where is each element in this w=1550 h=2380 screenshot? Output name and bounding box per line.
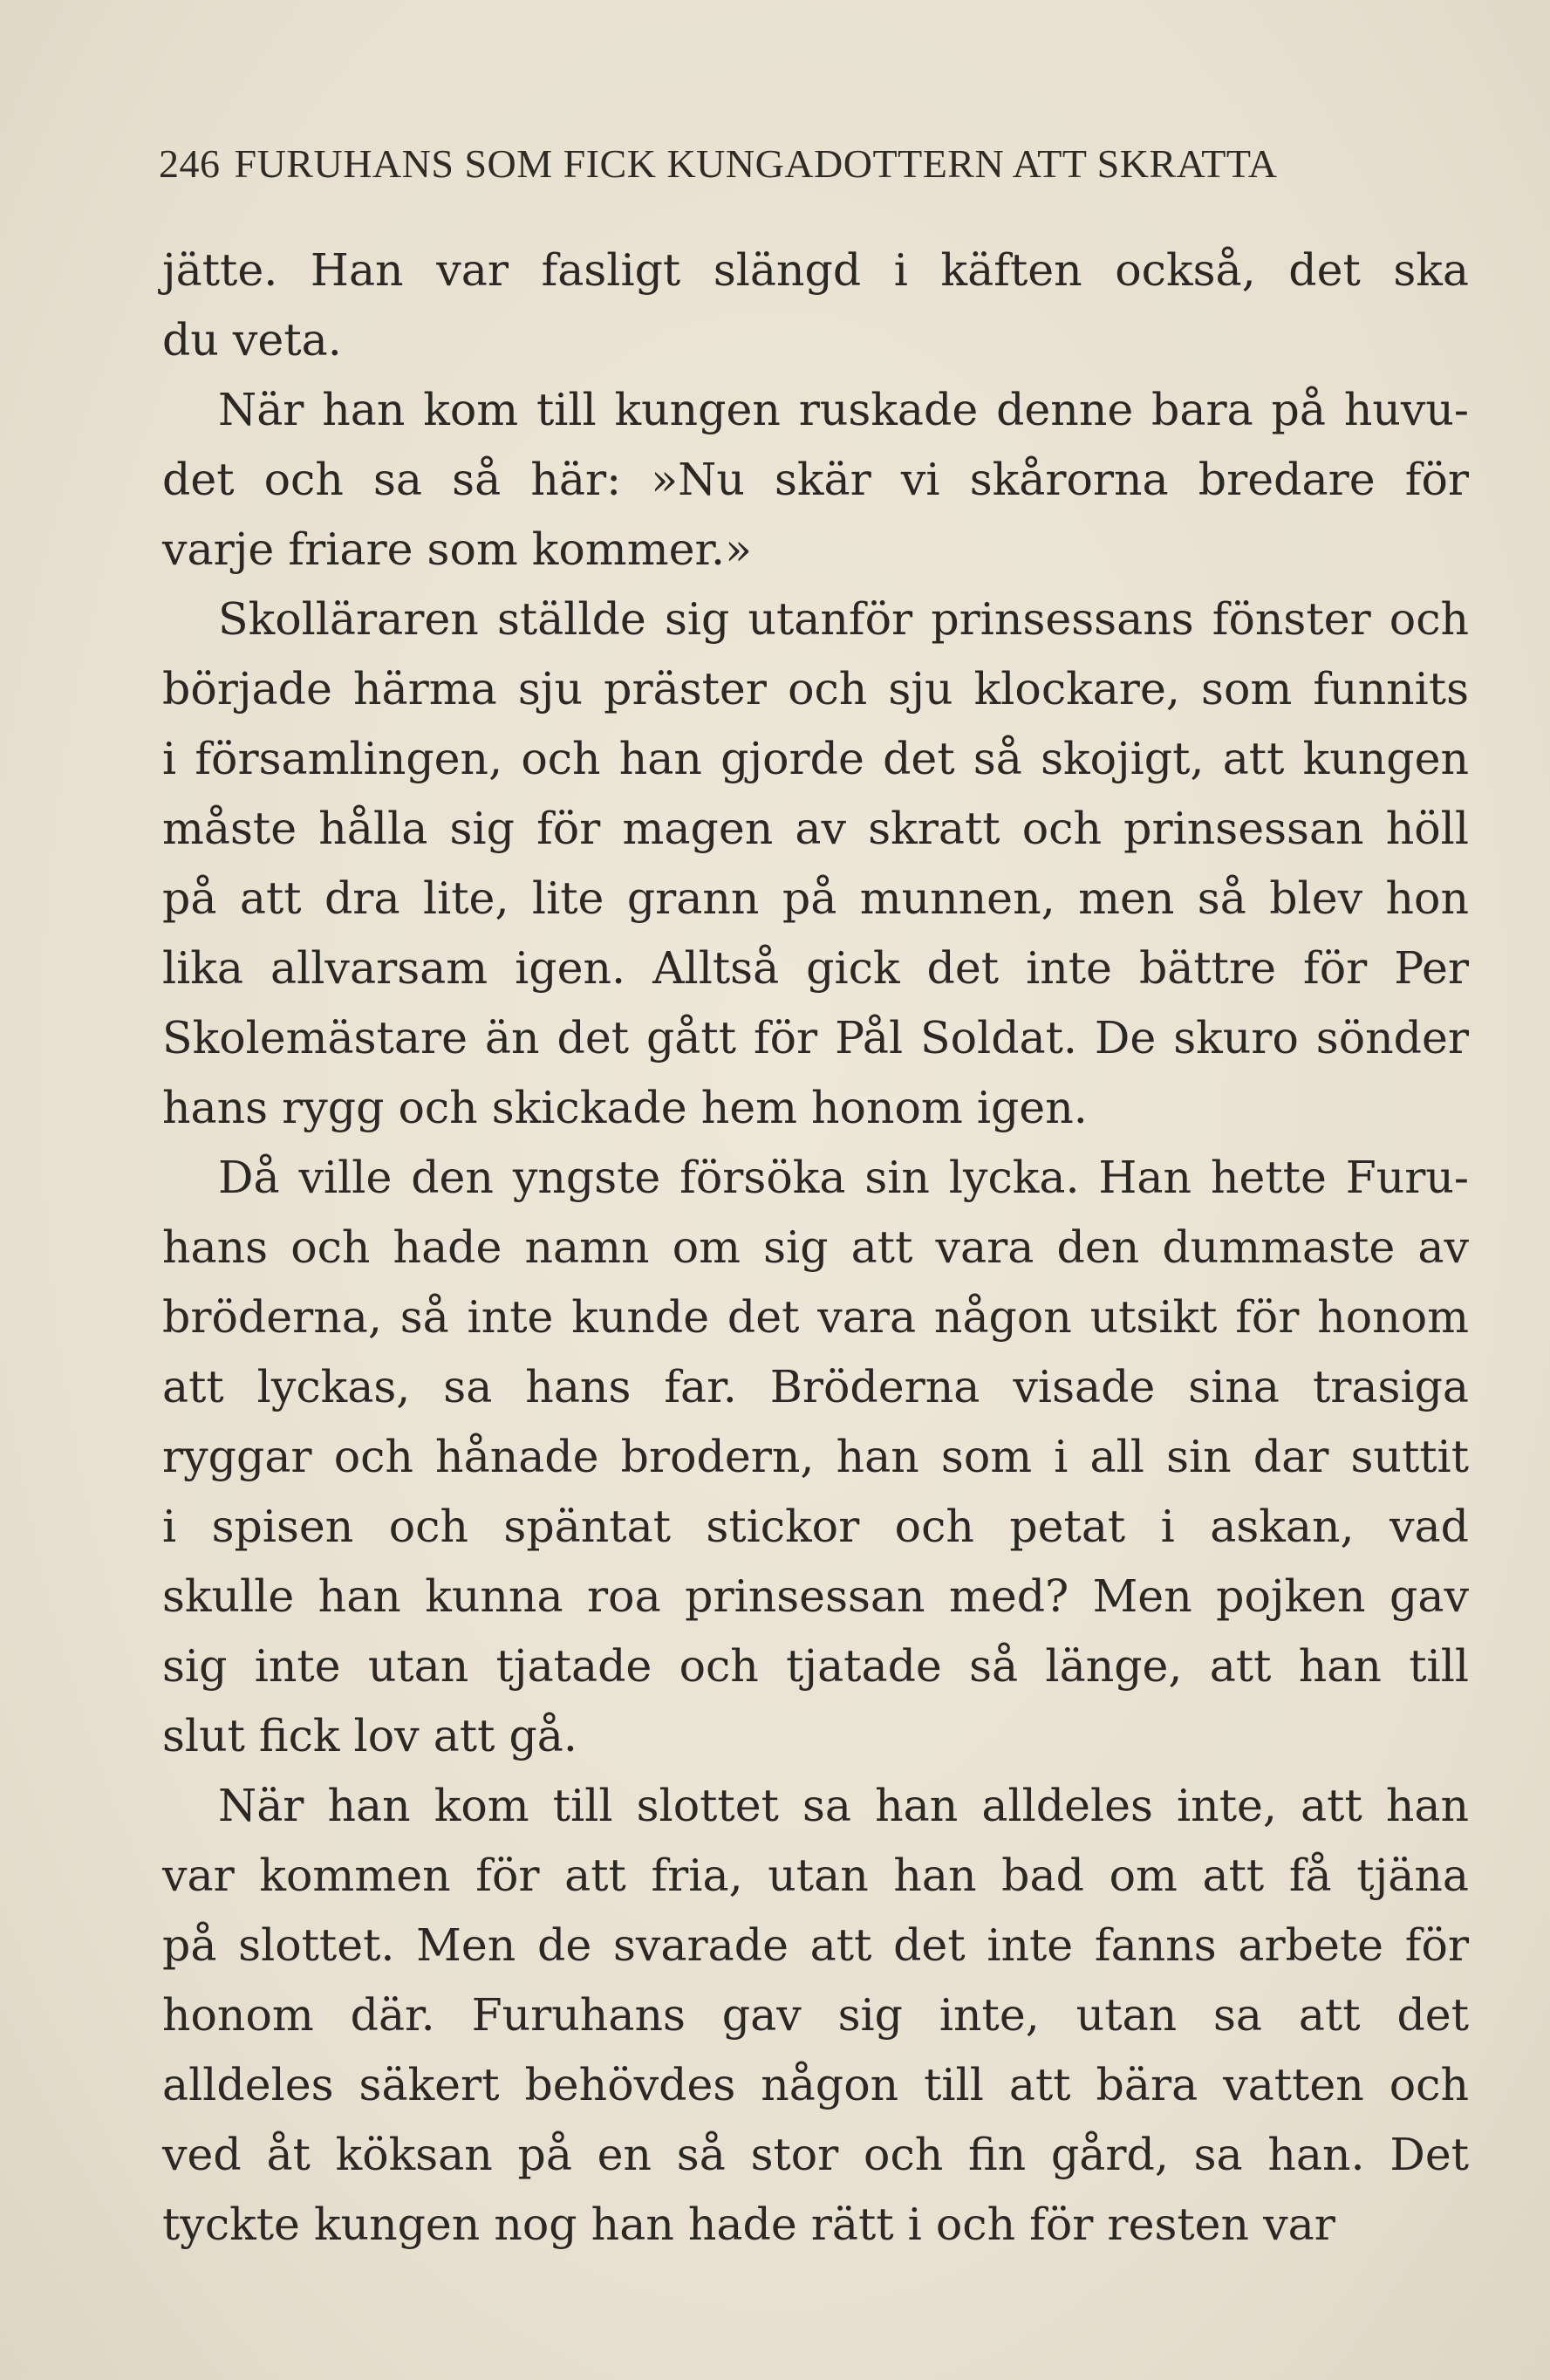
paragraph bbox=[162, 585, 1469, 1143]
text-line: Skolemästare än det gått för Pål Soldat. De skuro sönder bbox=[162, 1012, 1469, 1063]
text-line: ved åt köksan på en så stor och fin gård, sa han. Det bbox=[162, 2129, 1469, 2180]
text-line: du veta. bbox=[162, 314, 342, 366]
text-line: honom där. Furuhans gav sig inte, utan sa att det bbox=[162, 1989, 1469, 2041]
text-line: varje friare som kommer.» bbox=[162, 523, 753, 575]
text-line: alldeles säkert behövdes någon till att bära vatten och bbox=[162, 2059, 1469, 2110]
paragraph bbox=[162, 1143, 1469, 1771]
text-line: på slottet. Men de svarade att det inte fanns arbete för bbox=[162, 1919, 1469, 1971]
paragraph bbox=[162, 236, 1469, 375]
paragraph bbox=[162, 1771, 1469, 2260]
text-line: var kommen för att fria, utan han bad om att få tjäna bbox=[162, 1850, 1469, 1901]
page-number: 246 bbox=[159, 141, 221, 186]
text-line: ryggar och hånade brodern, han som i all sin dar suttit bbox=[162, 1431, 1469, 1482]
text-line: När han kom till slottet sa han alldeles inte, att han bbox=[218, 1780, 1469, 1831]
text-line: i församlingen, och han gjorde det så skojigt, att kungen bbox=[162, 733, 1469, 784]
text-line: hans och hade namn om sig att vara den dummaste av bbox=[162, 1221, 1469, 1273]
text-line: måste hålla sig för magen av skratt och prinsessan höll bbox=[162, 803, 1469, 854]
text-line: bröderna, så inte kunde det vara någon utsikt för honom bbox=[162, 1291, 1469, 1343]
text-line: började härma sju präster och sju klockare, som funnits bbox=[162, 663, 1469, 715]
text-line: skulle han kunna roa prinsessan med? Men pojken gav bbox=[162, 1570, 1469, 1622]
text-line: Skolläraren ställde sig utanför prinsessans fönster och bbox=[218, 593, 1469, 645]
running-head bbox=[159, 138, 1406, 190]
body-text bbox=[162, 236, 1469, 2260]
text-line: jätte. Han var fasligt slängd i käften också, det ska bbox=[162, 244, 1469, 296]
text-line: slut fick lov att gå. bbox=[162, 1710, 577, 1761]
text-line: i spisen och späntat stickor och petat i askan, vad bbox=[162, 1501, 1469, 1552]
text-line: tyckte kungen nog han hade rätt i och för resten var bbox=[162, 2199, 1335, 2250]
text-line: på att dra lite, lite grann på munnen, men så blev hon bbox=[162, 872, 1469, 924]
text-line: När han kom till kungen ruskade denne bara på huvu- bbox=[218, 384, 1469, 435]
text-line: lika allvarsam igen. Alltså gick det inte bättre för Per bbox=[162, 942, 1469, 994]
text-line: hans rygg och skickade hem honom igen. bbox=[162, 1082, 1088, 1133]
paragraph bbox=[162, 375, 1469, 585]
text-line: Då ville den yngste försöka sin lycka. Han hette Furu- bbox=[218, 1152, 1469, 1203]
running-title: FURUHANS SOM FICK KUNGADOTTERN ATT SKRATTA bbox=[234, 141, 1278, 186]
text-line: det och sa så här: »Nu skär vi skårorna bredare för bbox=[162, 454, 1469, 505]
text-line: att lyckas, sa hans far. Bröderna visade sina trasiga bbox=[162, 1361, 1469, 1412]
text-line: sig inte utan tjatade och tjatade så länge, att han till bbox=[162, 1640, 1469, 1692]
